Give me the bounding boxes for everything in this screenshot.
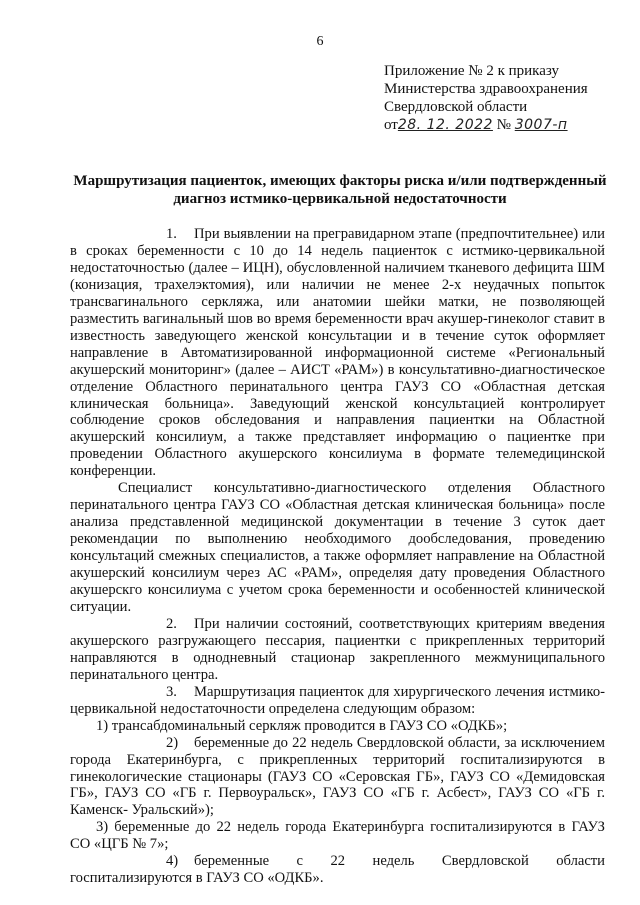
list-item-1: 1) трансабдоминальный серкляж проводится в ГАУЗ СО «ОДКБ»; (96, 717, 508, 734)
paragraph-text: При выявлении на прегравидарном этапе (предпочтительнее) или в сроках беременности с 10 до 14 недель пациенток с истмико-цервикальной недостаточностью (далее – ИЦН), обусловленной наличием тканевого дефицита ШМ (конизация, трахелэктомия), или наличии не менее 2-х неудачных попыток трансвагинального серкляжа, или анатомии шейки матки, не позволяющей разместить вагинальный шов во время беременности врач акушер-гинеколог ставит в известность заведующего женской консультации и в течение суток оформляет направление в Автоматизированной информационной системе «Региональный акушерский мониторинг» (далее – АИСТ «РАМ») в консультативно-диагностическое отделение Областного перинатального центра ГАУЗ СО «Областная детская клиническая больница». Заведующий женской консультацией контролирует соблюдение сроков обследования и направления пациентки на Областной акушерский консилиум, а также представляет информацию о пациентке при проведении Областного акушерского консилиума в формате телемедицинской конференции. (70, 226, 605, 480)
number-prefix: № (496, 117, 511, 133)
item-number: 3. (166, 683, 177, 700)
order-number: 3007-п (514, 117, 568, 133)
item-number: 2. (166, 615, 177, 632)
paragraph-text: При наличии состояний, соответствующих критериям введения акушерского разгружающего пессария, пациентки с прикрепленных территорий направляются в однодневный стационар закрепленного межмуниципального перинатального центра. (70, 615, 605, 683)
document-body (70, 226, 605, 887)
item-number: 1. (166, 226, 177, 242)
paragraph-3 (70, 616, 605, 684)
order-date-number-line (384, 116, 614, 134)
appendix-line-1: Приложение № 2 к приказу (384, 63, 559, 79)
item-number: 2) (166, 734, 179, 751)
list-item-2 (70, 735, 605, 820)
document-title: Маршрутизация пациенток, имеющих факторы риска и/или подтвержденный диагноз истмико-цервикальной недостаточности (73, 173, 607, 207)
paragraph-text: беременные до 22 недель Свердловской области, за исключением города Екатеринбурга, с прикрепленных территорий госпитализируются в гинекологические стационары (ГАУЗ СО «Серовская ГБ», ГАУЗ СО «Демидовская ГБ», ГАУЗ СО «ГБ г. Первоуральск», ГАУЗ СО «ГБ г. Асбест», ГАУЗ СО «ГБ г. Каменск- Уральский»); (70, 734, 605, 819)
date-prefix: от (384, 117, 398, 133)
item-number: 4) (166, 853, 179, 870)
paragraph-4 (70, 684, 605, 718)
paragraph-text: Маршрутизация пациенток для хирургического лечения истмико-цервикальной недостаточности определена следующим образом: (70, 683, 605, 717)
order-date: 28. 12. 2022 (397, 117, 493, 133)
appendix-line-2: Министерства здравоохранения (384, 81, 588, 97)
list-item-4 (70, 853, 605, 887)
paragraph-text: беременные с 22 недель Свердловской области госпитализируются в ГАУЗ СО «ОДКБ». (70, 853, 605, 887)
appendix-header (384, 62, 614, 134)
list-item-3: 3) беременные до 22 недель города Екатеринбурга госпитализируются в ГАУЗ СО «ЦГБ № 7»; (70, 819, 605, 853)
paragraph-1 (70, 226, 605, 480)
appendix-line-3: Свердловской области (384, 99, 528, 115)
paragraph-2: Специалист консультативно-диагностического отделения Областного перинатального центра ГАУЗ СО «Областная детская клиническая больница» после анализа представленной медицинской документации в течение 3 суток дает рекомендации по выполнению необходимого дообследования, проведению консультаций смежных специалистов, а также оформляет направление на Областной акушерский консилиум через АС «РАМ», определяя дату проведения Областного акушерскго консилиума с учетом срока беременности и особенностей клинической ситуации. (70, 480, 605, 615)
page-number: 6 (316, 34, 324, 49)
